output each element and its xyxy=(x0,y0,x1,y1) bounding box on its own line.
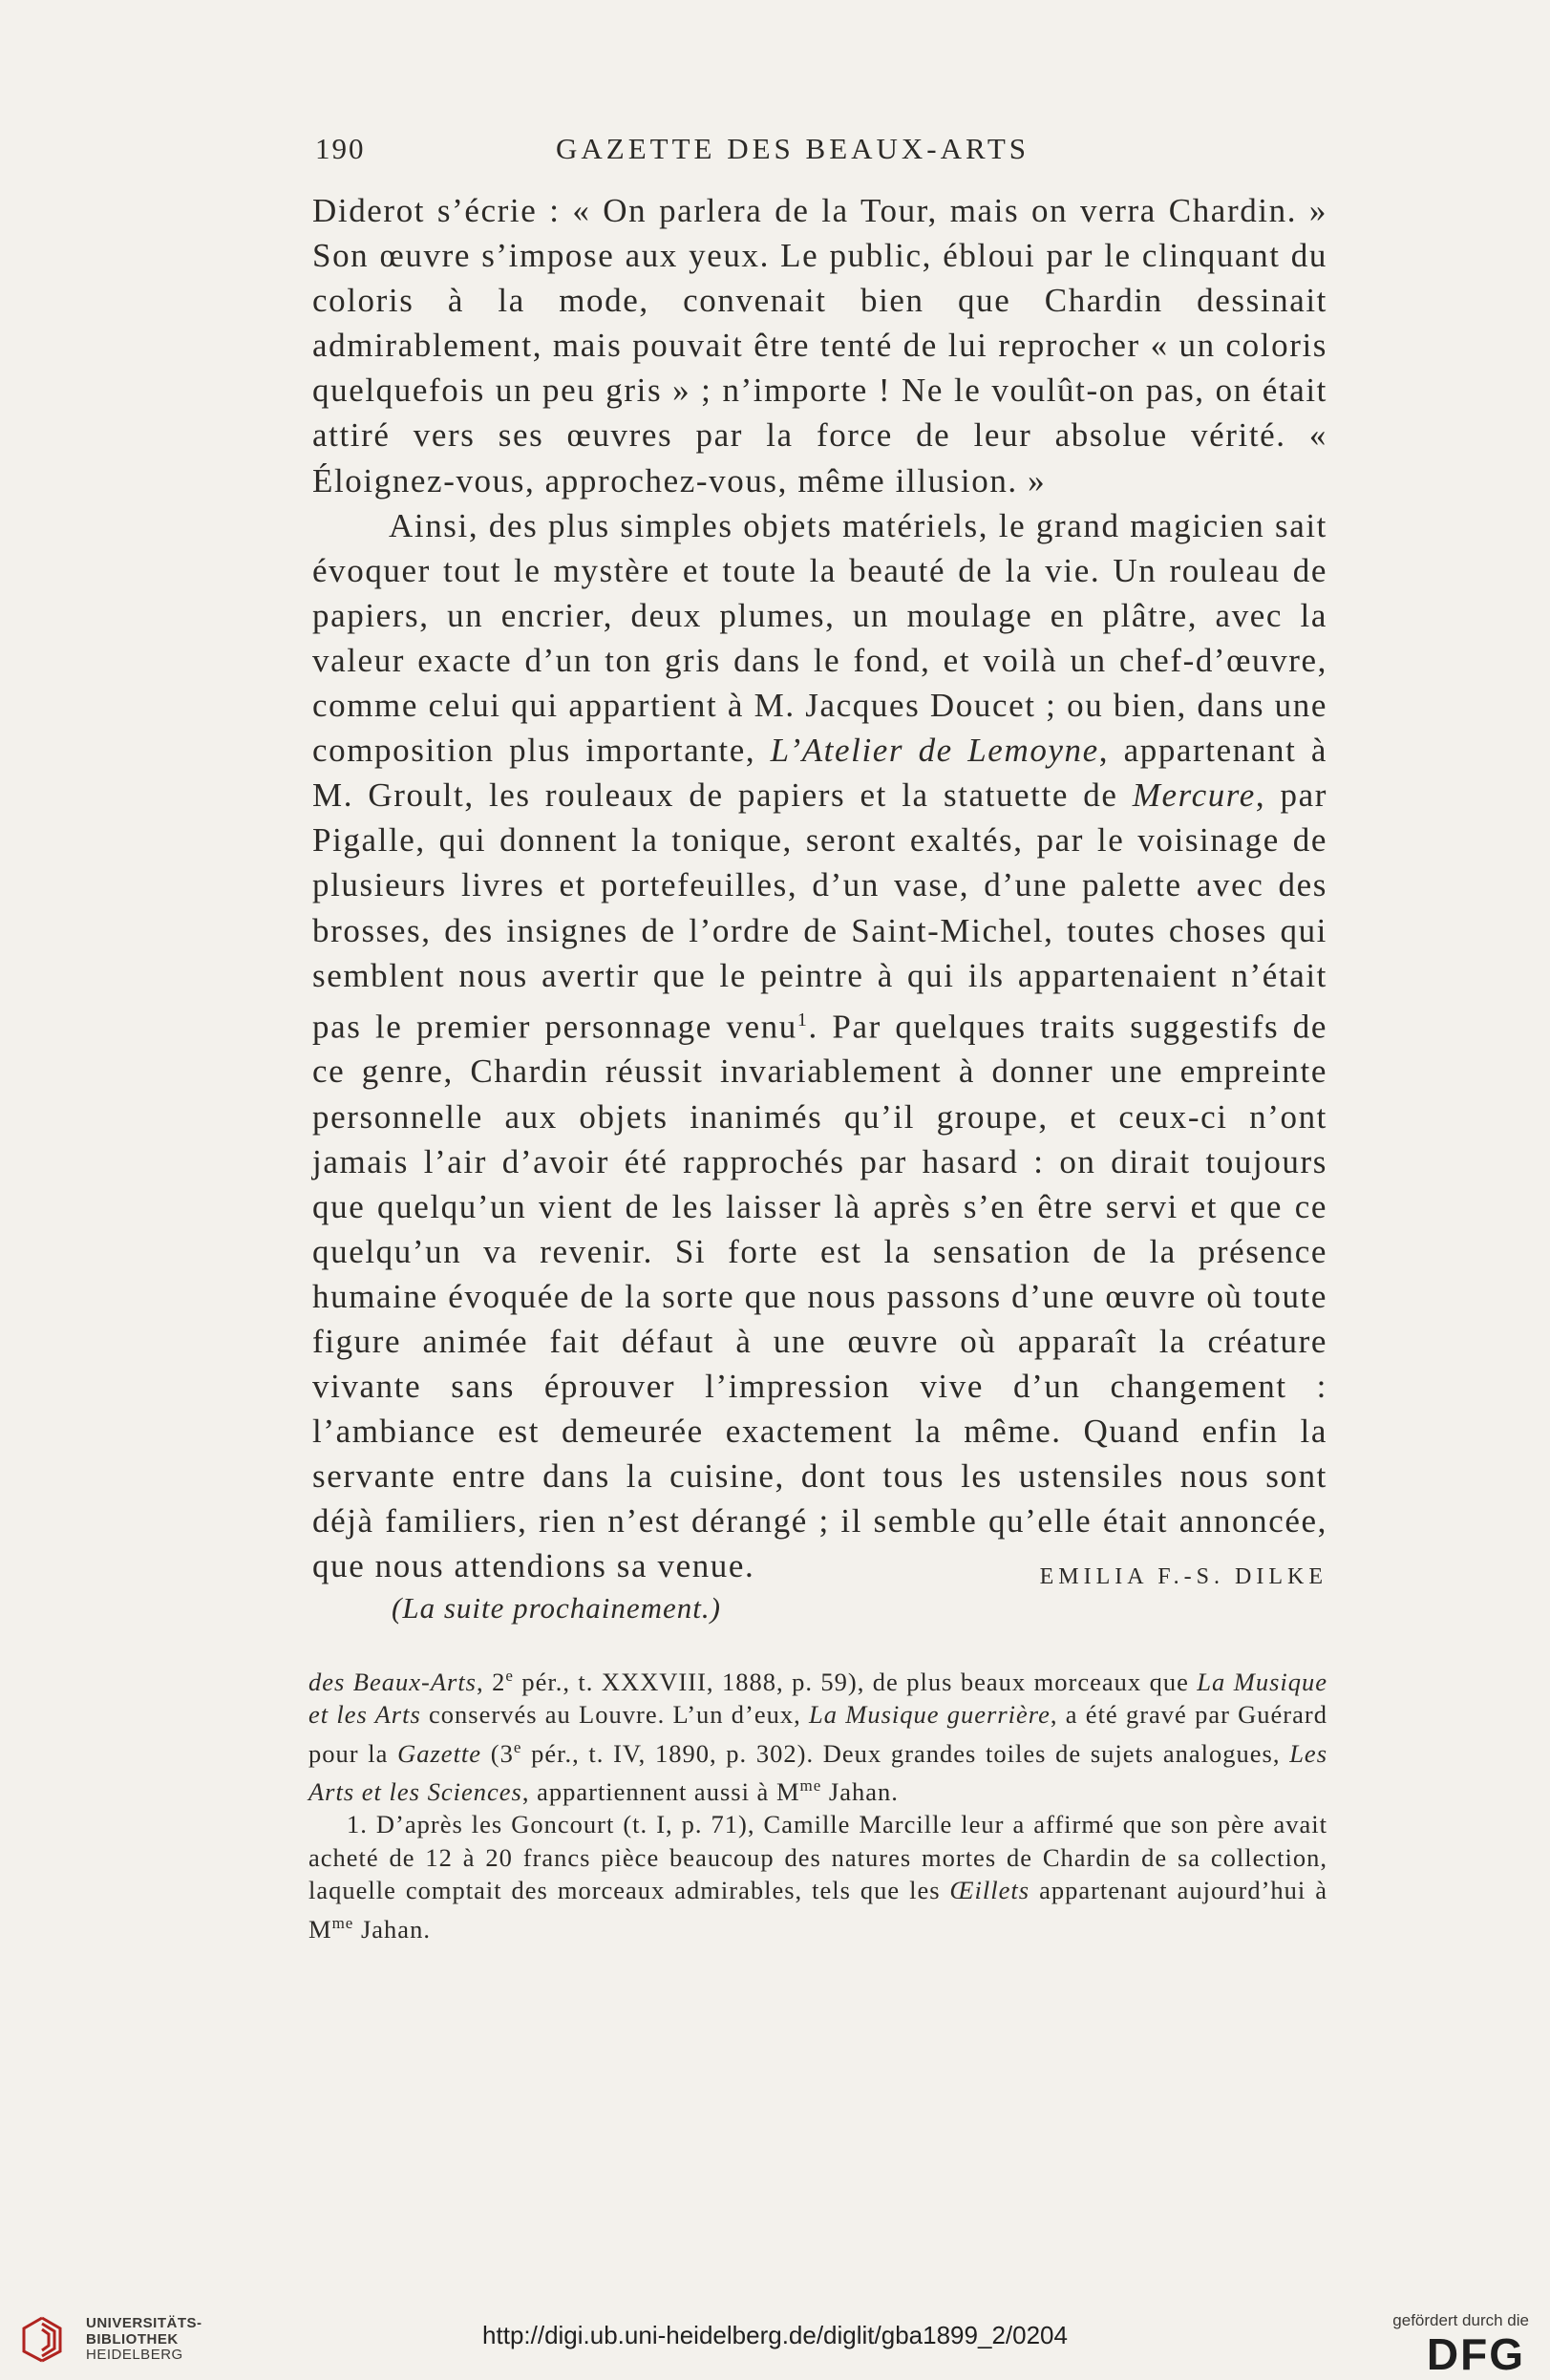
text-run: pér., t. XXXVIII, 1888, p. 59), de plus beaux morceaux que xyxy=(513,1667,1198,1696)
running-head xyxy=(315,132,1270,174)
artwork-title: L’Atelier de Lemoyne xyxy=(770,732,1099,770)
text-run: , appartiennent aussi à M xyxy=(521,1776,800,1806)
author-signature: EMILIA F.-S. DILKE xyxy=(1039,1564,1327,1589)
footnote-reference: 1 xyxy=(796,1009,809,1031)
title-run: La Musique et les Arts xyxy=(308,1667,1328,1730)
title-run: Gazette xyxy=(397,1738,482,1768)
text-run: conservés au Louvre. L’un d’eux, xyxy=(420,1700,810,1730)
text-run: , appartenant à M. Groult, les rouleaux de papiers et la statuette de xyxy=(312,732,1327,815)
text-run: appartenant aujourd’hui à M xyxy=(308,1876,1328,1944)
footnotes xyxy=(308,1660,1327,1945)
paragraph-1: Diderot s’écrie : « On parlera de la Tour, mais on verra Chardin. » Son œuvre s’impose aux yeux. Le public, ébloui par le clinquant du coloris à la mode, convenait bien que Chardin dessinait admirablement, mais pouvait être tenté de lui reprocher « un coloris quelquefois un peu gris » ; n’importe ! Ne le voulût-on pas, on était attiré vers ses œuvres par la force de leur absolue vérité. « Éloignez-vous, approchez-vous, même illusion. » xyxy=(312,192,1327,499)
text-run: 1. D’après les Goncourt (t. I, p. 71), Camille Marcille leur a affirmé que son père avait acheté de 12 à 20 francs pièce beaucoup des natures mortes de Chardin de sa collection, laquelle comptait des morceaux admirables, tels que les xyxy=(308,1810,1327,1905)
footnote-1 xyxy=(308,1808,1327,1945)
superscript: me xyxy=(331,1913,354,1932)
title-run: des Beaux-Arts xyxy=(308,1667,477,1696)
page-number: 190 xyxy=(315,132,366,165)
title-run: Œillets xyxy=(949,1876,1030,1905)
superscript: e xyxy=(513,1737,522,1756)
footnote-continuation xyxy=(308,1660,1327,1808)
library-name-line: HEIDELBERG xyxy=(86,2347,183,2363)
text-run: pér., t. IV, 1890, p. 302). Deux grandes toiles de sujets analogues, xyxy=(521,1738,1290,1768)
text-run: . Par quelques traits suggestifs de ce genre, Chardin réussit invariablement à donner une empreinte personnelle aux objets inanimés qu’il groupe, et ceux-ci n’ont jamais l’air d’avoir été rapprochés par hasard : on dirait toujours que quelqu’un vient de les laisser là après s’en être servi et que ce quelqu’un va revenir. Si forte est la sensation de la présence humaine évoquée de la sorte que nous passons d’une œuvre où toute figure animée fait défaut à une œuvre où apparaît la créature vivante sans éprouver l’impression vive d’un changement : l’ambiance est demeurée exactement la même. Quand enfin la servante entre dans la cuisine, dont tous les ustensiles nous sont déjà familiers, rien n’est dérangé ; il semble qu’elle était annoncée, que nous attendions sa venue. xyxy=(312,1008,1327,1585)
text-run: , a été gravé par Guérard pour la xyxy=(308,1700,1327,1768)
superscript: e xyxy=(505,1667,514,1685)
paragraph-2 xyxy=(312,503,1327,1589)
continued-note: (La suite prochainement.) xyxy=(392,1591,721,1625)
library-name-line: BIBLIOTHEK xyxy=(86,2330,179,2348)
text-run: , 2 xyxy=(477,1667,506,1696)
title-run: Les Arts et les Sciences xyxy=(308,1738,1328,1806)
text-run: , par Pigalle, qui donnent la tonique, seront exaltés, par le voisinage de plusieurs livres et portefeuilles, d’un vase, d’une palette avec des brosses, des insignes de l’ordre de Saint-Michel, toutes choses qui semblent nous avertir que le peintre à qui ils appartenaient n’était pas le premier personnage venu xyxy=(312,776,1327,1046)
text-run: Jahan. xyxy=(353,1914,431,1944)
title-run: La Musique guerrière xyxy=(809,1700,1051,1730)
source-url[interactable]: http://digi.ub.uni-heidelberg.de/diglit/gba1899_2/0204 xyxy=(482,2321,1068,2349)
artwork-title: Mercure xyxy=(1132,776,1256,815)
text-run: Jahan. xyxy=(821,1776,899,1806)
journal-title: GAZETTE DES BEAUX-ARTS xyxy=(556,132,1030,165)
funded-by-label: gefördert durch die xyxy=(1392,2311,1529,2329)
text-run: (3 xyxy=(481,1738,514,1768)
library-name-line: UNIVERSITÄTS- xyxy=(86,2315,202,2331)
body-text xyxy=(312,188,1327,1589)
superscript: me xyxy=(799,1776,822,1796)
text-run: Ainsi, des plus simples objets matériels, le grand magicien sait évoquer tout le mystère et toute la beauté de la vie. Un rouleau de papiers, un encrier, deux plumes, un moulage en plâtre, avec la valeur exacte d’un ton gris dans le fond, et voilà un chef-d’œuvre, comme celui qui appartient à M. Jacques Doucet ; ou bien, dans une composition plus importante, xyxy=(312,506,1327,770)
dfg-logo[interactable]: DFG xyxy=(1426,2329,1525,2379)
